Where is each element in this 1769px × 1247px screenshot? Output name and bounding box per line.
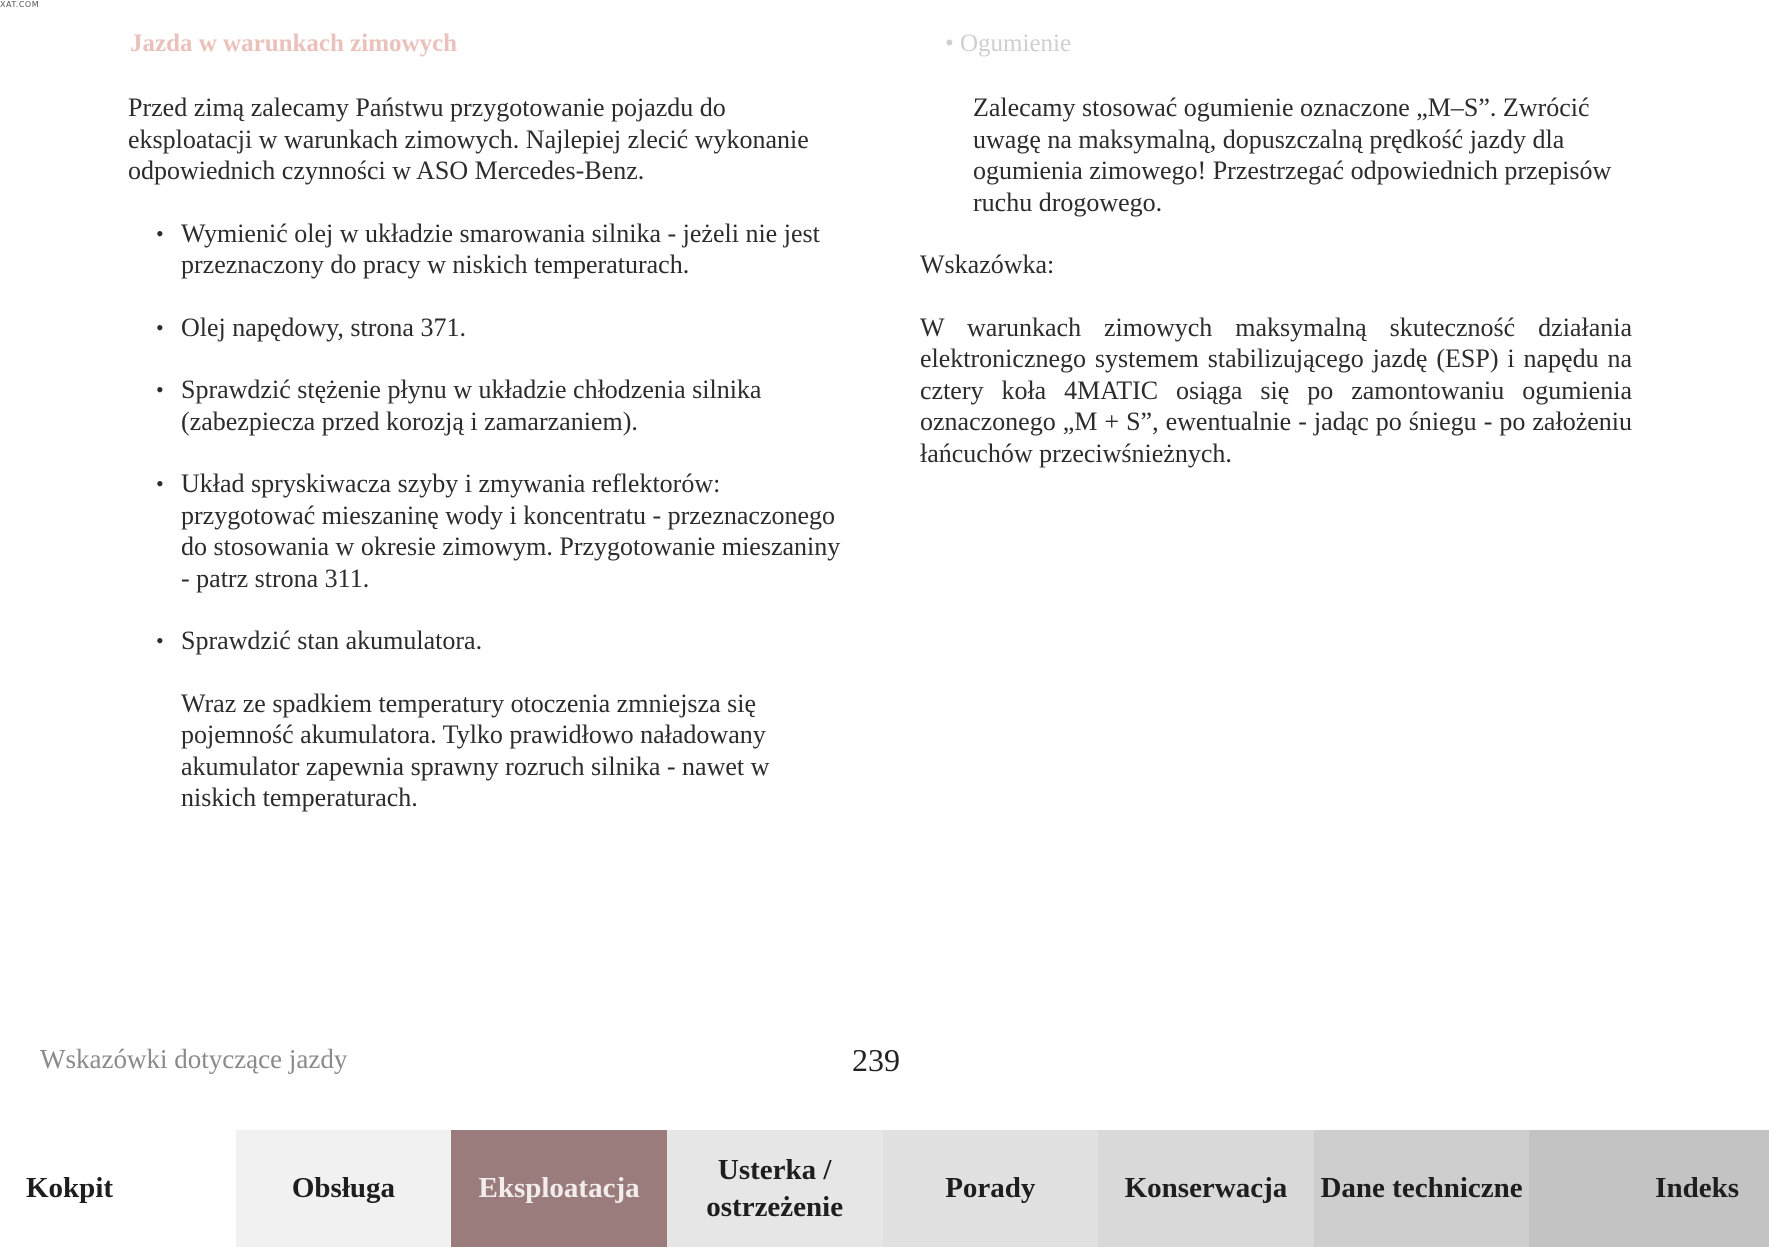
bullet-icon: • (156, 471, 164, 496)
list-item (128, 312, 844, 344)
bullet-icon: • (156, 377, 164, 402)
tab-kokpit[interactable]: Kokpit (0, 1130, 236, 1247)
left-column (128, 92, 844, 845)
winter-checklist (128, 218, 844, 657)
section-title: Jazda w warunkach zimowych (130, 30, 458, 57)
list-item-text: Sprawdzić stężenie płynu w układzie chłodzenia silnika (zabezpiecza przed korozją i zamarzaniem). (181, 375, 762, 436)
hint-paragraph: W warunkach zimowych maksymalną skuteczność działania elektronicznego systemem stabilizującego jazdę (ESP) i napędu na cztery koła 4MATIC osiąga się po zamontowaniu ogumienia oznaczonego „M + S”, ewentualnie - jadąc po śniegu - po założeniu łańcuchów przeciwśnieżnych. (920, 312, 1632, 468)
chapter-tab-bar (0, 1130, 1769, 1247)
tab-indeks[interactable]: Indeks (1529, 1130, 1769, 1247)
tab-dane-techniczne[interactable]: Dane techniczne (1314, 1130, 1530, 1247)
list-item-text: Układ spryskiwacza szyby i zmywania reflektorów: przygotować mieszaninę wody i koncentratu - przeznaczonego do stosowania w okresie zimowym. Przygotowanie mieszaniny - patrz strona 311. (181, 469, 841, 593)
subsection-title: • Ogumienie (945, 30, 1072, 57)
page-number: 239 (852, 1042, 900, 1078)
list-item (128, 374, 844, 437)
corner-mark: XAT.COM (0, 0, 40, 9)
tab-porady[interactable]: Porady (883, 1130, 1099, 1247)
tab-eksploatacja[interactable]: Eksploatacja (451, 1130, 667, 1247)
tab-usterka-ostrzezenie[interactable]: Usterka / ostrzeżenie (667, 1130, 883, 1247)
bullet-icon: • (156, 628, 164, 653)
bullet-icon: • (156, 220, 164, 246)
list-item (128, 625, 844, 657)
bullet-icon: • (156, 314, 164, 340)
list-item (128, 468, 844, 594)
list-item-text: Olej napędowy, strona 371. (181, 312, 466, 342)
tires-paragraph: Zalecamy stosować ogumienie oznaczone „M–S”. Zwrócić uwagę na maksymalną, dopuszczalną prędkość jazdy dla ogumienia zimowego! Przestrzegać odpowiednich przepisów ruchu drogowego. (973, 93, 1612, 217)
tab-konserwacja[interactable]: Konserwacja (1098, 1130, 1314, 1247)
right-column (920, 92, 1632, 500)
footer-section-name: Wskazówki dotyczące jazdy (40, 1044, 348, 1074)
hint-label: Wskazówka: (920, 250, 1055, 279)
list-item-text: Wymienić olej w układzie smarowania silnika - jeżeli nie jest przeznaczony do pracy w niskich temperaturach. (181, 218, 820, 279)
list-item-text: Sprawdzić stan akumulatora. (181, 626, 483, 655)
tab-obsluga[interactable]: Obsługa (236, 1130, 452, 1247)
intro-paragraph: Przed zimą zalecamy Państwu przygotowanie pojazdu do eksploatacji w warunkach zimowych. Najlepiej zlecić wykonanie odpowiednich czynności w ASO Mercedes-Benz. (128, 93, 809, 185)
list-item (128, 218, 844, 281)
battery-note: Wraz ze spadkiem temperatury otoczenia zmniejsza się pojemność akumulatora. Tylko prawidłowo naładowany akumulator zapewnia sprawny rozruch silnika - nawet w niskich temperaturach. (181, 688, 770, 812)
